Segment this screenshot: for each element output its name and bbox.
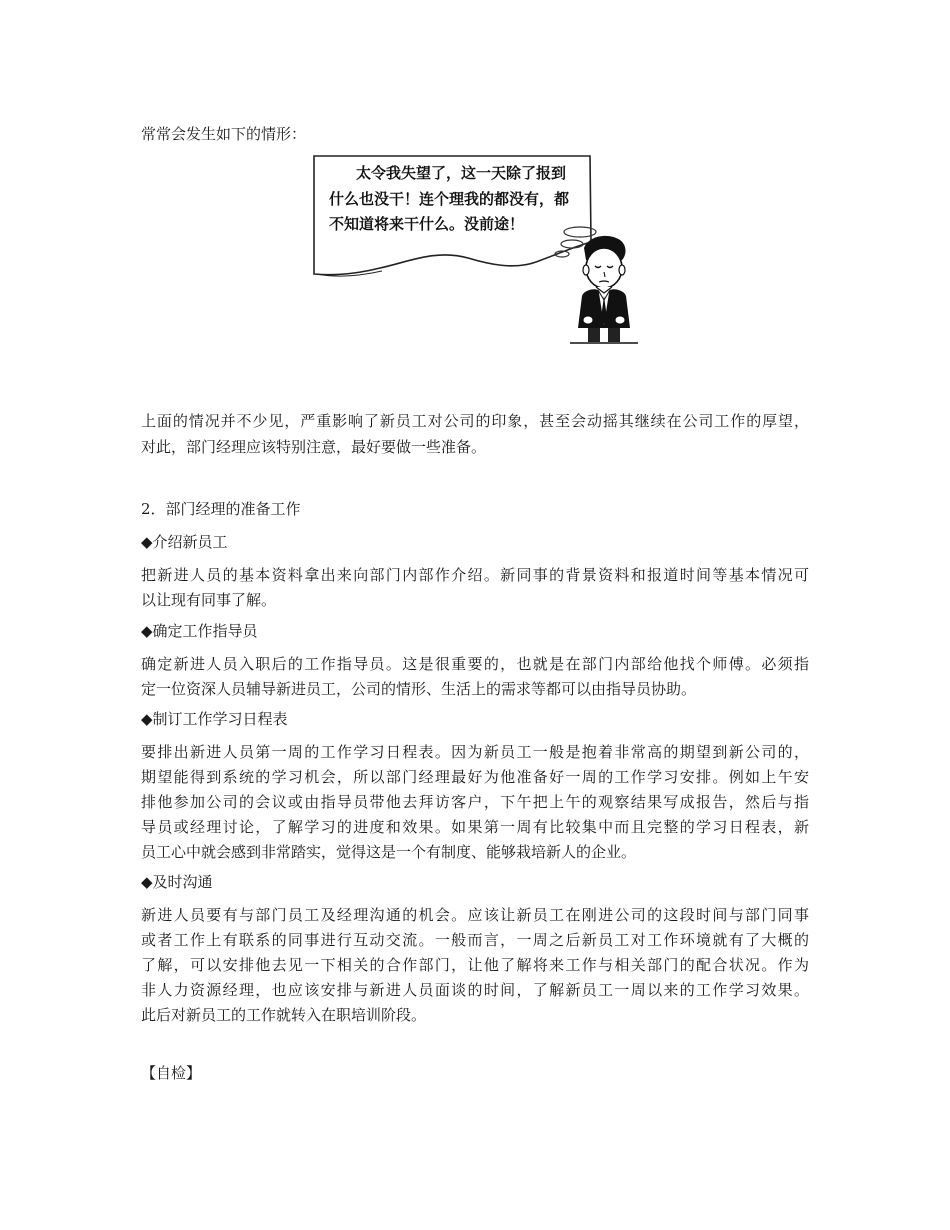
- bubble-line-2: 什么也没干！连个理我的都没有，都: [329, 190, 570, 208]
- bubble-line-3: 不知道将来干什么。没前途！: [329, 215, 525, 233]
- paragraph-line: 员工心中就会感到非常踏实，觉得这是一个有制度、能够栽培新人的企业。: [141, 843, 637, 861]
- paragraph-line: 以让现有同事了解。: [141, 591, 277, 609]
- paragraph-line: 确定新进人员入职后的工作指导员。这是很重要的，也就是在部门内部给他找个师傅。必须指: [141, 655, 809, 673]
- paragraph-line: 此后对新员工的工作就转入在职培训阶段。: [141, 1006, 427, 1024]
- paragraph-line: 把新进人员的基本资料拿出来向部门内部作介绍。新同事的背景资料和报道时间等基本情况可: [141, 566, 809, 584]
- paragraph-line: 非人力资源经理，也应该安排与新进人员面谈的时间，了解新员工一周以来的工作学习效果。: [141, 981, 809, 999]
- item-title: ◆制订工作学习日程表: [141, 710, 288, 728]
- item-title: ◆介绍新员工: [141, 533, 228, 551]
- paragraph-line: 要排出新进人员第一周的工作学习日程表。因为新员工一般是抱着非常高的期望到新公司的，: [141, 743, 809, 761]
- section-heading: 2．部门经理的准备工作: [141, 500, 301, 518]
- paragraph-line: 对此，部门经理应该特别注意，最好要做一些准备。: [141, 438, 487, 456]
- paragraph-line: 期望能得到系统的学习机会，所以部门经理最好为他准备好一周的工作学习安排。例如上午安: [141, 768, 809, 786]
- self-check-heading: 【自检】: [141, 1064, 202, 1082]
- paragraph-line: 上面的情况并不少见，严重影响了新员工对公司的印象，甚至会动摇其继续在公司工作的厚望，: [141, 412, 809, 430]
- paragraph-line: 了解，可以安排他去见一下相关的合作部门，让他了解将来工作与相关部门的配合状况。作为: [141, 956, 809, 974]
- paragraph-line: 定一位资深人员辅导新进员工，公司的情形、生活上的需求等都可以由指导员协助。: [141, 680, 697, 698]
- item-title: ◆确定工作指导员: [141, 622, 258, 640]
- disappointed-man-icon: [570, 236, 638, 343]
- bubble-line-1: 太令我失望了，这一天除了报到: [356, 164, 567, 182]
- paragraph-line: 导员或经理讨论，了解学习的进度和效果。如果第一周有比较集中而且完整的学习日程表，新: [141, 818, 809, 836]
- intro-text: 常常会发生如下的情形：: [141, 125, 307, 143]
- paragraph-line: 排他参加公司的会议或由指导员带他去拜访客户，下午把上午的观察结果写成报告，然后与指: [141, 793, 809, 811]
- paragraph-line: 新进人员要有与部门员工及经理沟通的机会。应该让新员工在刚进公司的这段时间与部门同事: [141, 906, 809, 924]
- paragraph-line: 或者工作上有联系的同事进行互动交流。一般而言，一周之后新员工对工作环境就有了大概的: [141, 931, 809, 949]
- item-title: ◆及时沟通: [141, 873, 213, 891]
